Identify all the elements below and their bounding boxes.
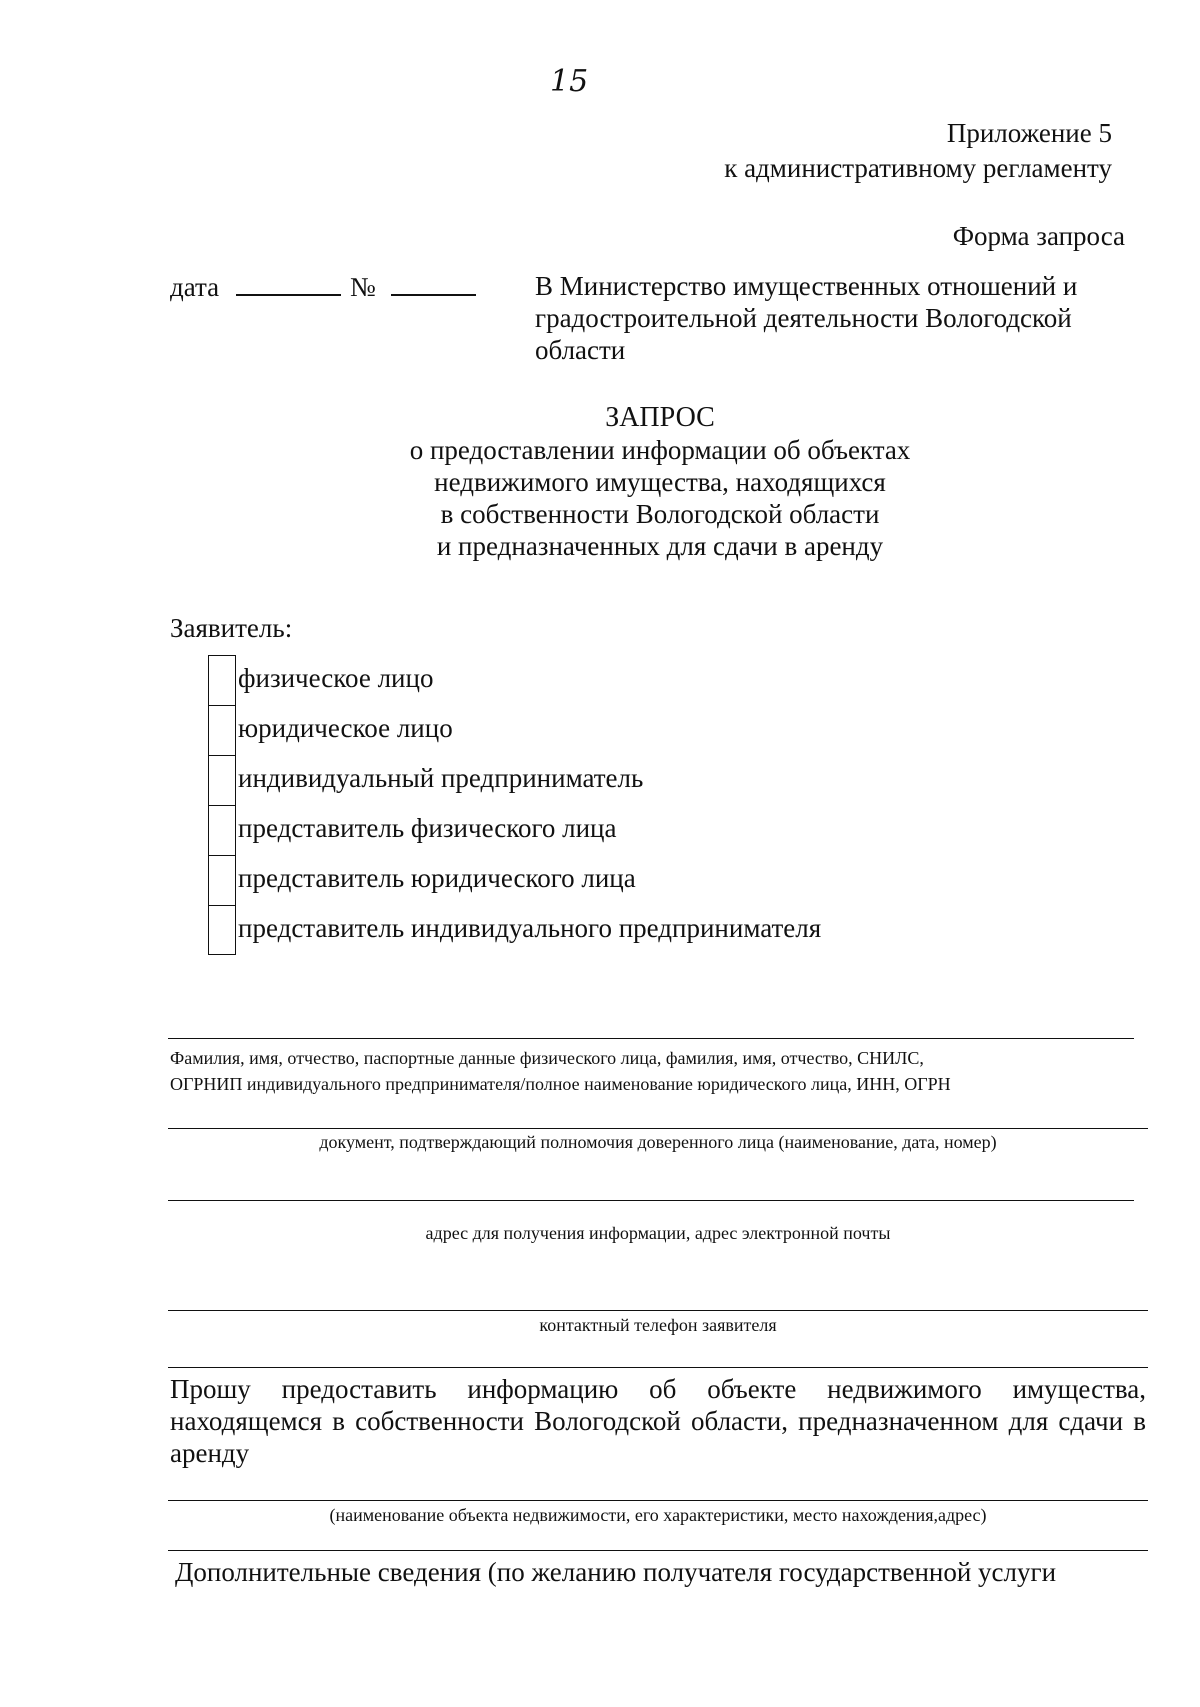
form-type-label: Форма запроса: [952, 221, 1125, 251]
identity-input-line[interactable]: [168, 1038, 1134, 1039]
authority-input-line[interactable]: [168, 1128, 1148, 1129]
regulation-label: к административному регламенту: [724, 153, 1112, 183]
date-label: дата: [170, 272, 220, 302]
identity-caption-line: ОГРНИП индивидуального предпринимателя/полное наименование юридического лица, ИНН, ОГРН: [170, 1074, 951, 1094]
authority-caption: документ, подтверждающий полномочия доверенного лица (наименование, дата, номер): [319, 1132, 997, 1152]
checkbox[interactable]: [208, 805, 236, 855]
subtitle-line: о предоставлении информации об объектах: [409, 435, 911, 465]
object-caption: (наименование объекта недвижимости, его характеристики, место нахождения,адрес): [329, 1505, 987, 1525]
option-label: представитель юридического лица: [238, 863, 636, 893]
option-label: индивидуальный предприниматель: [238, 763, 644, 793]
addressee: В Министерство имущественных отношений и градостроительной деятельности Вологодской области: [535, 271, 1078, 365]
subtitle-line: недвижимого имущества, находящихся: [434, 467, 886, 497]
checkbox[interactable]: [208, 855, 236, 905]
document-title: ЗАПРОС: [605, 402, 715, 433]
option-label: физическое лицо: [238, 663, 434, 693]
number-label: №: [350, 272, 376, 302]
applicant-label: Заявитель:: [170, 613, 293, 643]
object-input-line[interactable]: [168, 1500, 1148, 1501]
option-label: представитель физического лица: [238, 813, 617, 843]
address-caption: адрес для получения информации, адрес электронной почты: [425, 1223, 891, 1243]
identity-caption: [170, 1045, 1150, 1097]
date-blank: [236, 270, 341, 296]
checkbox[interactable]: [208, 755, 236, 805]
checkbox[interactable]: [208, 705, 236, 755]
subtitle-line: в собственности Вологодской области: [440, 499, 880, 529]
number-blank: [391, 270, 476, 296]
additional-info: Дополнительные сведения (по желанию получателя государственной услуги: [175, 1557, 1057, 1587]
option-label: представитель индивидуального предпринимателя: [238, 913, 822, 943]
document-subtitle: [0, 434, 1200, 562]
checkbox[interactable]: [208, 905, 236, 955]
number-field: [350, 270, 476, 303]
checkbox[interactable]: [208, 655, 236, 705]
divider-line: [168, 1550, 1148, 1551]
phone-input-line[interactable]: [168, 1310, 1148, 1311]
page-number: 15: [550, 64, 589, 99]
identity-caption-line: Фамилия, имя, отчество, паспортные данные физического лица, фамилия, имя, отчество, СНИЛС,: [170, 1048, 924, 1068]
address-input-line[interactable]: [168, 1200, 1134, 1201]
date-field: [170, 270, 341, 303]
subtitle-line: и предназначенных для сдачи в аренду: [436, 531, 884, 561]
option-label: юридическое лицо: [238, 713, 453, 743]
divider-line: [168, 1367, 1148, 1368]
request-text: Прошу предоставить информацию об объекте недвижимого имущества, находящемся в собственности Вологодской области, предназначенном для сдачи в аренду: [170, 1374, 1146, 1468]
appendix-label: Приложение 5: [946, 118, 1112, 148]
phone-caption: контактный телефон заявителя: [539, 1315, 777, 1335]
